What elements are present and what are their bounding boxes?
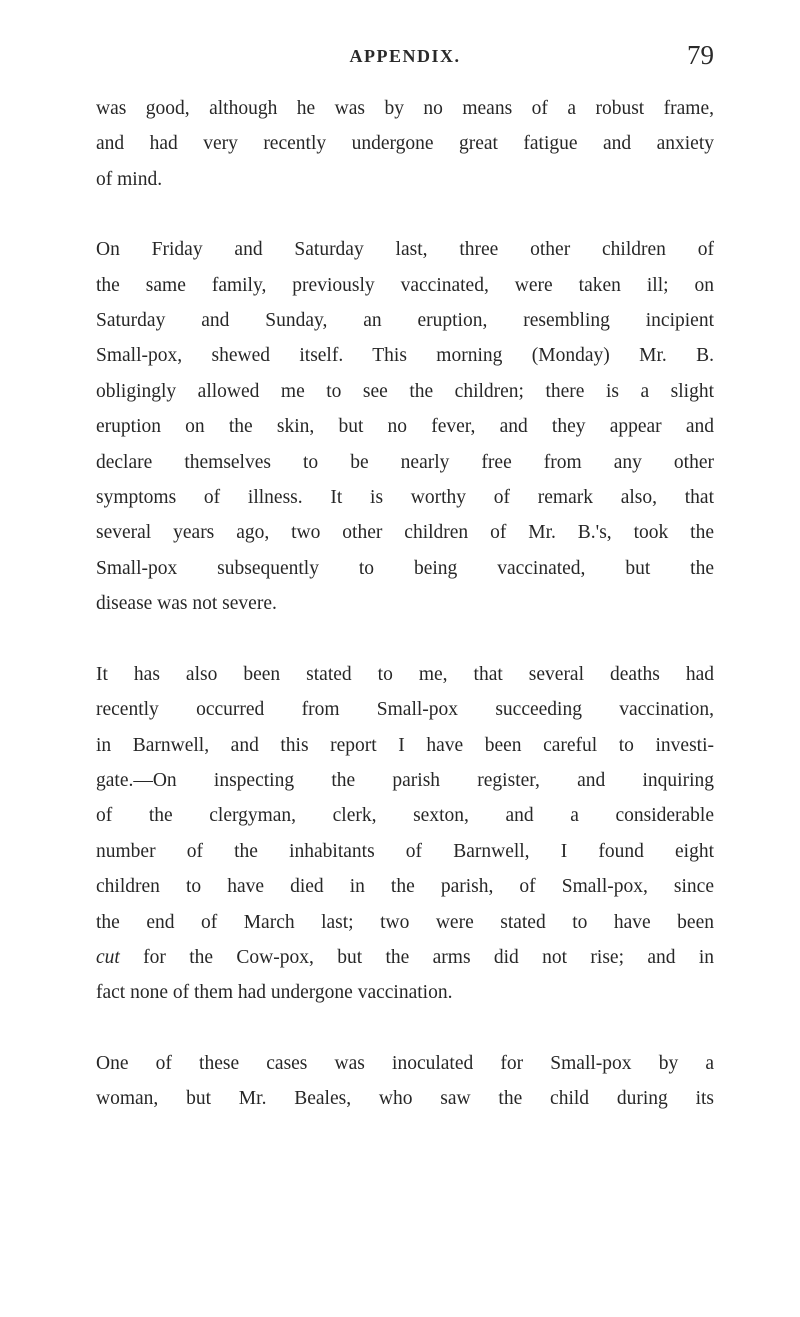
italic-word: cut xyxy=(96,946,120,968)
page-number: 79 xyxy=(687,40,714,70)
paragraph-4 xyxy=(96,1046,714,1117)
text-line: Small-pox subsequently to being vaccinated, but the xyxy=(96,557,714,579)
text-line: On Friday and Saturday last, three other children of xyxy=(96,239,714,261)
text-line: Saturday and Sunday, an eruption, resembling incipient xyxy=(96,310,714,332)
text-line: children to have died in the parish, of Small-pox, since xyxy=(96,876,714,898)
text-line: woman, but Mr. Beales, who saw the child during its xyxy=(96,1088,714,1110)
running-head xyxy=(96,40,714,74)
paragraph-3 xyxy=(96,657,714,1011)
text-line: several years ago, two other children of Mr. B.'s, took the xyxy=(96,522,714,544)
text-line: symptoms of illness. It is worthy of remark also, that xyxy=(96,487,714,509)
text-line: Small-pox, shewed itself. This morning (Monday) Mr. B. xyxy=(96,345,714,367)
text-line: was good, although he was by no means of a robust frame, xyxy=(96,98,714,119)
text-line: number of the inhabitants of Barnwell, I found eight xyxy=(96,840,714,862)
text-line-rest: for the Cow-pox, but the arms did not rise; and in xyxy=(143,946,714,968)
text-line: recently occurred from Small-pox succeeding vaccination, xyxy=(96,699,714,721)
text-line-with-italic xyxy=(96,940,714,975)
text-line: of the clergyman, clerk, sexton, and a considerable xyxy=(96,805,714,827)
text-line: declare themselves to be nearly free from any other xyxy=(96,451,714,473)
paragraph-1 xyxy=(96,91,714,197)
text-line: It has also been stated to me, that several deaths had xyxy=(96,663,714,685)
text-line: disease was not severe. xyxy=(96,593,277,615)
body-text xyxy=(96,91,714,1117)
text-line: and had very recently undergone great fatigue and anxiety xyxy=(96,133,714,155)
running-title: APPENDIX. xyxy=(349,46,461,66)
text-line: fact none of them had undergone vaccination. xyxy=(96,982,453,1004)
text-line: the end of March last; two were stated to have been xyxy=(96,911,714,933)
text-line: the same family, previously vaccinated, were taken ill; on xyxy=(96,274,714,296)
text-line: of mind. xyxy=(96,168,163,190)
text-line: obligingly allowed me to see the children; there is a slight xyxy=(96,380,714,402)
text-line: eruption on the skin, but no fever, and they appear and xyxy=(96,416,714,438)
text-line: One of these cases was inoculated for Small-pox by a xyxy=(96,1052,714,1074)
text-line: gate.—On inspecting the parish register, and inquiring xyxy=(96,769,714,791)
paragraph-2 xyxy=(96,232,714,621)
text-line: in Barnwell, and this report I have been careful to investi- xyxy=(96,734,714,756)
